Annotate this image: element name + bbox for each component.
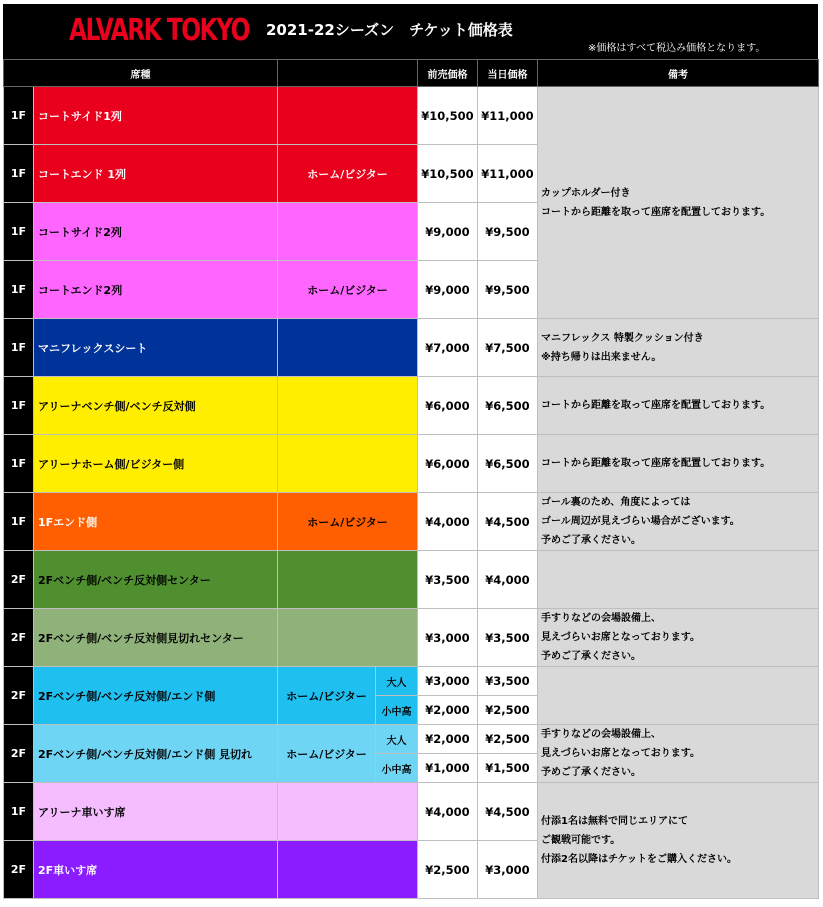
side-label [278,319,418,377]
same-day-price: ¥2,500 [478,725,538,754]
remarks-cell [538,87,819,319]
seat-name: コートサイド2列 [34,203,278,261]
seat-name: コートエンド2列 [34,261,278,319]
same-day-price: ¥4,500 [478,493,538,551]
same-day-price: ¥11,000 [478,87,538,145]
remarks-line: 手すりなどの会場設備上、 [541,729,661,740]
age-adult: 大人 [376,725,418,754]
side-label [278,551,418,609]
table-row [4,725,819,754]
floor-label: 2F [4,841,34,899]
seat-name: アリーナホーム側/ビジター側 [34,435,278,493]
age-adult: 大人 [376,667,418,696]
table-row [4,609,819,667]
same-day-price: ¥4,000 [478,551,538,609]
same-day-price: ¥9,500 [478,261,538,319]
floor-label: 1F [4,319,34,377]
seat-name: 2Fベンチ側/ベンチ反対側/エンド側 見切れ [34,725,278,783]
advance-price: ¥2,000 [418,725,478,754]
advance-price-header: 前売価格 [418,60,478,87]
seat-name: マニフレックスシート [34,319,278,377]
remarks-line: 見えづらいお席となっております。 [541,632,700,643]
side-label [278,87,418,145]
side-label [278,841,418,899]
advance-price: ¥2,500 [418,841,478,899]
same-day-price: ¥3,500 [478,609,538,667]
floor-label: 1F [4,377,34,435]
seat-type-header: 席種 [4,60,278,87]
remarks-line: マニフレックス 特製クッション付き [541,332,704,344]
same-day-price: ¥6,500 [478,377,538,435]
floor-label: 1F [4,87,34,145]
age-child: 小中高 [376,754,418,783]
remarks-line: 付添1名は無料で同じエリアにて [541,816,688,827]
remarks-line: ご観戦可能です。 [541,835,621,846]
table-row [4,783,819,841]
side-label: ホーム/ビジター [278,261,418,319]
page-title: 2021-22シーズン チケット価格表 [266,21,513,39]
remarks-line: ゴール周辺が見えづらい場合がございます。 [541,516,740,527]
same-day-price: ¥6,500 [478,435,538,493]
same-day-price: ¥3,500 [478,667,538,696]
table-row [4,435,819,493]
same-day-price: ¥2,500 [478,696,538,725]
same-day-price: ¥11,000 [478,145,538,203]
alvark-tokyo-logo: ALVARK TOKYO [69,13,249,48]
side-label: ホーム/ビジター [278,493,418,551]
side-label: ホーム/ビジター [278,145,418,203]
advance-price: ¥6,000 [418,377,478,435]
table-row [4,319,819,377]
side-label [278,377,418,435]
advance-price: ¥4,000 [418,783,478,841]
remarks-line: 予めご了承ください。 [541,535,641,546]
seat-name: 2Fベンチ側/ベンチ反対側センター [34,551,278,609]
remarks-cell [538,783,819,899]
side-label: ホーム/ビジター [278,667,376,725]
advance-price: ¥6,000 [418,435,478,493]
advance-price: ¥9,000 [418,261,478,319]
floor-label: 1F [4,493,34,551]
seat-name: 2Fベンチ側/ベンチ反対側見切れセンター [34,609,278,667]
seat-name: 1Fエンド側 [34,493,278,551]
tax-note: ※価格はすべて税込み価格となります。 [588,43,766,54]
remarks-line: 見えづらいお席となっております。 [541,748,700,759]
side-label [278,609,418,667]
advance-price: ¥3,500 [418,551,478,609]
same-day-price: ¥4,500 [478,783,538,841]
header-bar [3,4,818,59]
advance-price: ¥3,000 [418,667,478,696]
seat-name: 2F車いす席 [34,841,278,899]
seat-name: アリーナベンチ側/ベンチ反対側 [34,377,278,435]
table-row [4,667,819,696]
remarks-cell: コートから距離を取って座席を配置しております。 [538,435,819,493]
same-day-price: ¥3,000 [478,841,538,899]
same-day-price: ¥1,500 [478,754,538,783]
advance-price: ¥9,000 [418,203,478,261]
advance-price: ¥1,000 [418,754,478,783]
advance-price: ¥7,000 [418,319,478,377]
remarks-line: 手すりなどの会場設備上、 [541,613,661,624]
remarks-cell [538,725,819,783]
seat-name: コートエンド 1列 [34,145,278,203]
floor-label: 1F [4,145,34,203]
remarks-cell [538,493,819,551]
seat-name: アリーナ車いす席 [34,783,278,841]
remarks-cell [538,319,819,377]
remarks-line: 予めご了承ください。 [541,767,641,778]
remarks-line: 付添2名以降はチケットをご購入ください。 [541,854,738,865]
remarks-cell [538,609,819,667]
floor-label: 2F [4,725,34,783]
table-row [4,87,819,145]
floor-label: 1F [4,203,34,261]
floor-label: 2F [4,551,34,609]
same-day-price: ¥7,500 [478,319,538,377]
table-row [4,493,819,551]
side-label [278,435,418,493]
same-day-price-header: 当日価格 [478,60,538,87]
side-label: ホーム/ビジター [278,725,376,783]
advance-price: ¥2,000 [418,696,478,725]
advance-price: ¥3,000 [418,609,478,667]
seat-name: 2Fベンチ側/ベンチ反対側/エンド側 [34,667,278,725]
advance-price: ¥10,500 [418,145,478,203]
advance-price: ¥10,500 [418,87,478,145]
remarks-line: カップホルダー付き [541,187,631,199]
same-day-price: ¥9,500 [478,203,538,261]
seat-name: コートサイド1列 [34,87,278,145]
age-child: 小中高 [376,696,418,725]
remarks-line: 予めご了承ください。 [541,651,641,662]
ticket-price-table [3,59,819,899]
side-label [278,203,418,261]
remarks-cell: コートから距離を取って座席を配置しております。 [538,377,819,435]
floor-label: 2F [4,667,34,725]
remarks-line: ※持ち帰りは出来ません。 [541,351,662,363]
remarks-cell [538,551,819,609]
table-row [4,377,819,435]
table-header-row [4,60,819,87]
table-row [4,551,819,609]
remarks-line: ゴール裏のため、角度によっては [541,497,691,508]
remarks-cell [538,667,819,725]
remarks-header: 備考 [538,60,819,87]
advance-price: ¥4,000 [418,493,478,551]
floor-label: 2F [4,609,34,667]
floor-label: 1F [4,783,34,841]
floor-label: 1F [4,435,34,493]
side-header [278,60,418,87]
remarks-line: コートから距離を取って座席を配置しております。 [541,206,771,218]
side-label [278,783,418,841]
floor-label: 1F [4,261,34,319]
